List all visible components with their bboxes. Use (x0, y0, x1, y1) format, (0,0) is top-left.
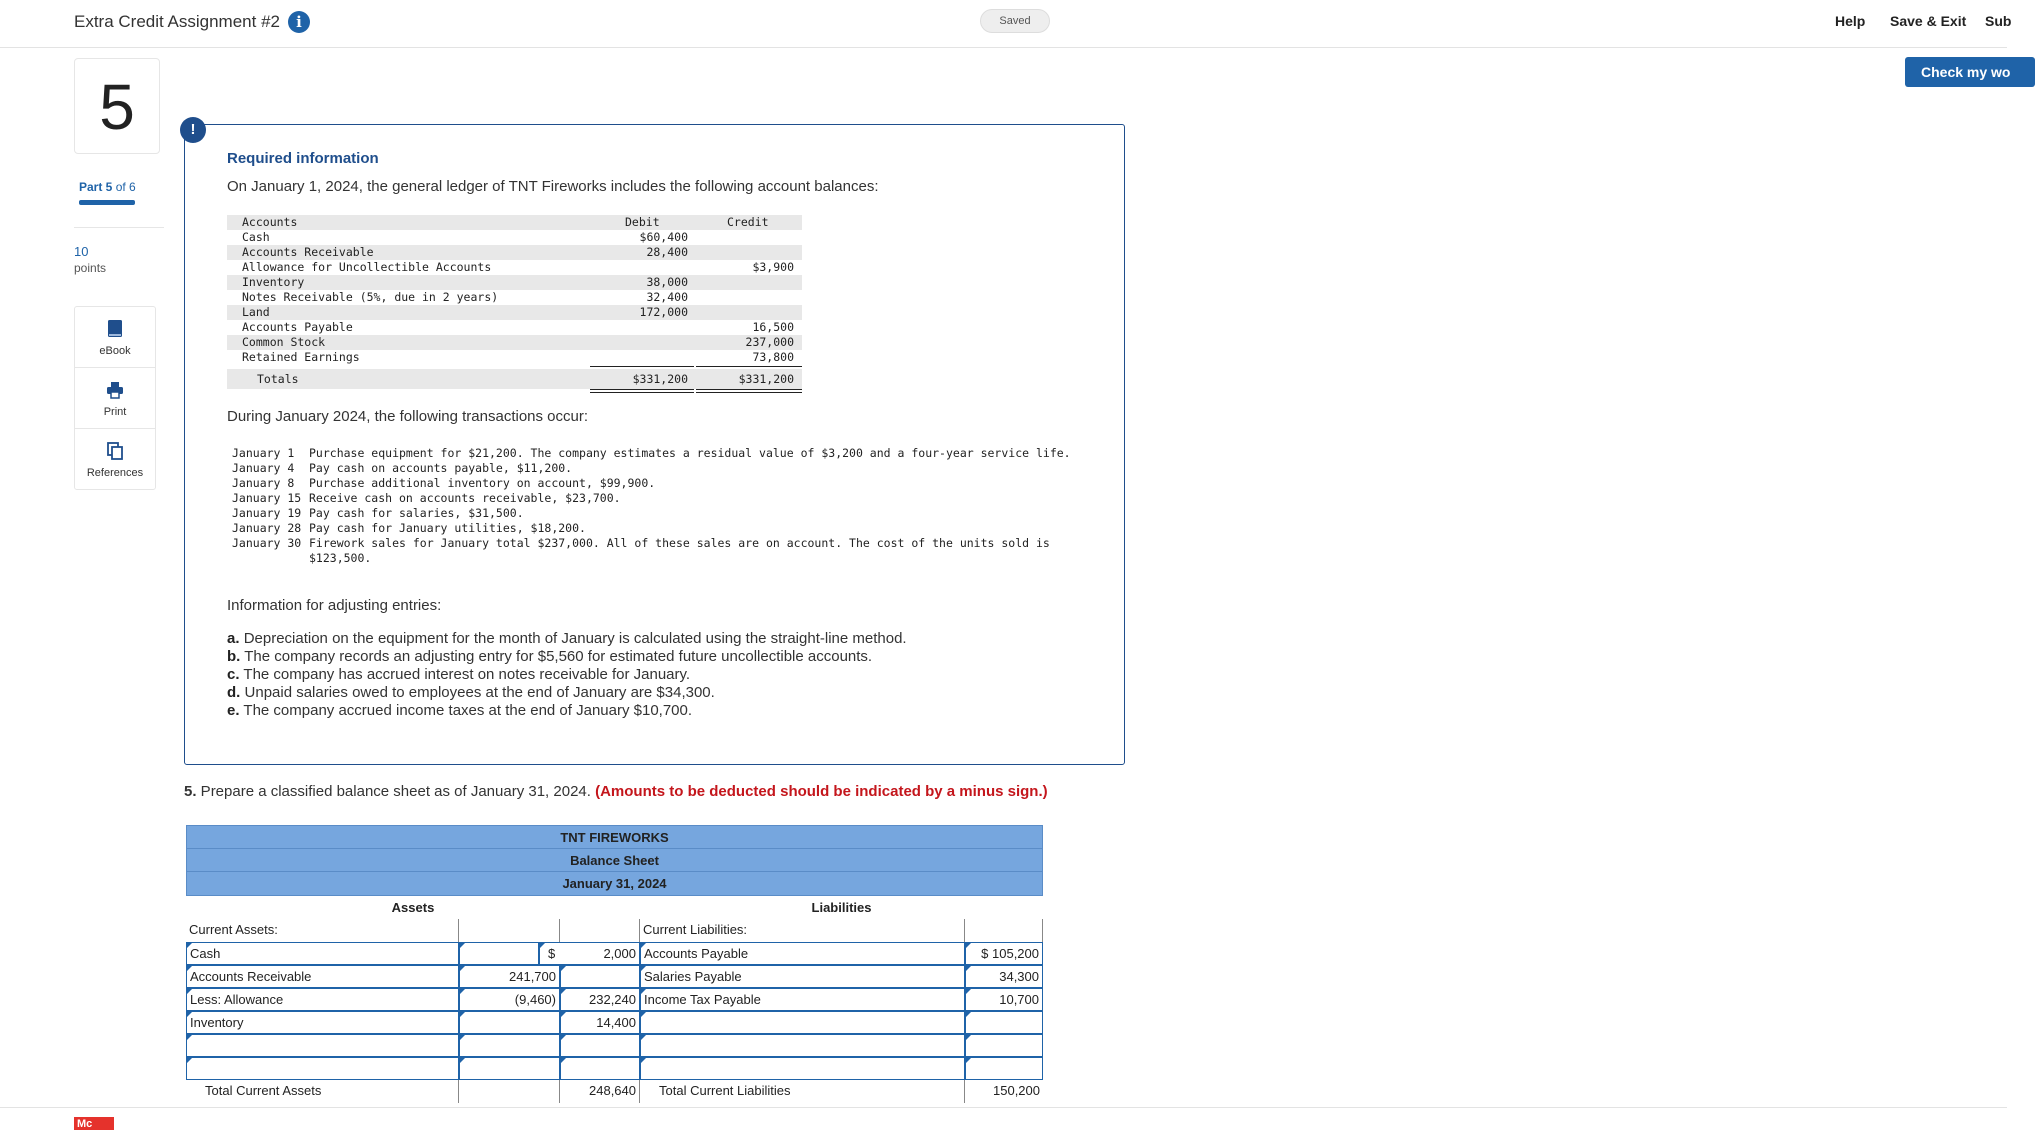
bs-liability-label-input[interactable] (640, 1034, 965, 1057)
part-of: of 6 (112, 180, 136, 194)
transaction-row (232, 536, 1092, 566)
bs-asset-label-input[interactable] (186, 1057, 459, 1080)
saved-status-badge: Saved (980, 9, 1050, 33)
bs-liability-value-input[interactable] (965, 1057, 1043, 1080)
question-number: 5 (74, 58, 160, 154)
bs-row (186, 965, 1043, 988)
part-label: Part 5 (79, 180, 113, 194)
publisher-logo: Mc (74, 1117, 114, 1130)
ledger-account: Retained Earnings (242, 350, 360, 364)
bs-asset-subvalue-input[interactable] (459, 1034, 560, 1057)
ledger-row (227, 335, 802, 350)
tools-panel (74, 306, 156, 490)
bs-asset-subvalue-input[interactable] (459, 1011, 560, 1034)
adjusting-heading: Information for adjusting entries: (227, 597, 442, 614)
ledger-totals-credit: $331,200 (738, 372, 794, 386)
references-icon (106, 441, 124, 461)
part-indicator[interactable] (79, 180, 136, 194)
ledger-account: Allowance for Uncollectible Accounts (242, 260, 492, 274)
ledger-credit: $3,900 (752, 260, 794, 274)
ledger-row (227, 350, 802, 365)
bs-asset-value-input[interactable] (560, 965, 640, 988)
alert-icon: ! (180, 117, 206, 143)
bs-asset-subvalue-input[interactable]: 241,700 (459, 965, 560, 988)
question-text: Prepare a classified balance sheet as of January 31, 2024. (196, 783, 596, 800)
ledger-debit: 32,400 (646, 290, 688, 304)
transaction-text: Purchase equipment for $21,200. The company estimates a residual value of $3,200 and a four-year service life. (309, 446, 1071, 460)
ledger-account: Accounts Payable (242, 320, 353, 334)
adjusting-letter: d. (227, 684, 241, 701)
adjusting-text: The company accrued income taxes at the end of January $10,700. (243, 702, 693, 719)
balance-sheet (186, 825, 1043, 1103)
bs-liability-value-input[interactable] (965, 1011, 1043, 1034)
save-exit-link[interactable]: Save & Exit (1890, 13, 1967, 29)
transaction-row (232, 491, 1092, 506)
bs-asset-label-input[interactable]: Cash (186, 942, 459, 965)
bs-liability-value-input[interactable]: 10,700 (965, 988, 1043, 1011)
bs-liability-value-input[interactable] (965, 1034, 1043, 1057)
adjusting-text: The company records an adjusting entry for $5,560 for estimated future uncollectible accounts. (244, 648, 873, 665)
transaction-text: Purchase additional inventory on account, $99,900. (309, 476, 656, 490)
adjusting-list (227, 630, 907, 720)
question-prompt (184, 783, 1048, 800)
ledger-table (227, 215, 802, 389)
bs-total-liabilities-label: Total Current Liabilities (640, 1080, 965, 1103)
ledger-row (227, 230, 802, 245)
ledger-header-debit: Debit (625, 215, 660, 229)
bs-date: January 31, 2024 (562, 876, 667, 891)
transaction-date: January 4 (232, 461, 302, 475)
ledger-header-credit: Credit (727, 215, 769, 229)
book-icon (106, 319, 124, 339)
adjusting-letter: a. (227, 630, 240, 647)
bs-asset-value-input[interactable] (539, 942, 640, 965)
ledger-account: Common Stock (242, 335, 326, 349)
bs-company: TNT FIREWORKS (187, 826, 1042, 849)
top-bar (0, 0, 2012, 48)
bs-total-mid (459, 1080, 560, 1103)
references-label: References (86, 467, 144, 479)
print-label: Print (103, 406, 127, 418)
assignment-title (74, 11, 310, 33)
ledger-credit: 237,000 (745, 335, 794, 349)
printer-icon (106, 380, 124, 400)
adjusting-item (227, 684, 907, 702)
required-intro: On January 1, 2024, the general ledger of TNT Fireworks includes the following account balances: (227, 178, 879, 195)
bs-total-assets-value: 248,640 (560, 1080, 640, 1103)
ledger-credit: 73,800 (752, 350, 794, 364)
question-note: (Amounts to be deducted should be indicated by a minus sign.) (595, 783, 1048, 800)
totals-double-rule (696, 389, 802, 393)
bs-asset-subvalue-input[interactable] (459, 1057, 560, 1080)
bs-asset-label-input[interactable]: Accounts Receivable (186, 965, 459, 988)
bs-liability-label-input[interactable]: Income Tax Payable (640, 988, 965, 1011)
transaction-row (232, 446, 1092, 461)
transaction-text: Pay cash for January utilities, $18,200. (309, 521, 586, 535)
ledger-totals-label: Totals (257, 372, 299, 386)
bs-liability-value-input[interactable]: 34,300 (965, 965, 1043, 988)
bs-liabilities-head: Liabilities (811, 900, 872, 915)
info-icon[interactable]: i (288, 11, 310, 33)
totals-double-rule (590, 389, 694, 393)
bs-asset-label-input[interactable] (186, 1034, 459, 1057)
ledger-row (227, 260, 802, 275)
transaction-date: January 30 (232, 536, 302, 550)
ledger-credit: 16,500 (752, 320, 794, 334)
transaction-text: Firework sales for January total $237,000. All of these sales are on account. The cost of the units sold is $123,500. (309, 536, 1050, 565)
ledger-debit: $60,400 (639, 230, 688, 244)
references-button[interactable] (75, 429, 155, 490)
bs-asset-subvalue-input[interactable]: (9,460) (459, 988, 560, 1011)
adjusting-item (227, 630, 907, 648)
transaction-date: January 8 (232, 476, 302, 490)
ledger-row (227, 290, 802, 305)
ledger-row (227, 320, 802, 335)
during-text: During January 2024, the following transactions occur: (227, 408, 589, 425)
ledger-account: Inventory (242, 275, 305, 289)
ledger-row (227, 305, 802, 320)
totals-rule (590, 366, 694, 367)
footer-divider (0, 1107, 2007, 1108)
bs-asset-subvalue (459, 919, 560, 942)
bs-row (186, 1034, 1043, 1057)
bs-asset-value-input[interactable] (560, 1057, 640, 1080)
bs-asset-label-input[interactable]: Less: Allowance (186, 988, 459, 1011)
ledger-row (227, 245, 802, 260)
bs-liability-label: Current Liabilities: (640, 919, 965, 942)
transaction-row (232, 521, 1092, 536)
bs-asset-label: Current Assets: (186, 919, 459, 942)
assignment-title-text: Extra Credit Assignment #2 (74, 12, 280, 31)
transaction-row (232, 506, 1092, 521)
points-label: points (74, 261, 107, 275)
bs-total-row (186, 1080, 1043, 1103)
adjusting-item (227, 648, 907, 666)
bs-row (186, 942, 1043, 965)
transactions-list (232, 446, 1092, 566)
bs-asset-value-input[interactable]: 232,240 (560, 988, 640, 1011)
bs-total-assets-label: Total Current Assets (186, 1080, 459, 1103)
ledger-debit: 38,000 (646, 275, 688, 289)
bs-assets-head: Assets (391, 900, 435, 915)
bs-liability-value-input[interactable]: $ 105,200 (965, 942, 1043, 965)
bs-asset-subvalue-input[interactable] (459, 942, 539, 965)
adjusting-text: Depreciation on the equipment for the month of January is calculated using the straight-line method. (243, 630, 907, 647)
transaction-date: January 15 (232, 491, 302, 505)
bs-liability-label-input[interactable] (640, 1011, 965, 1034)
transaction-date: January 1 (232, 446, 302, 460)
transaction-date: January 28 (232, 521, 302, 535)
ledger-totals-debit: $331,200 (632, 372, 688, 386)
print-button[interactable] (75, 368, 155, 429)
bs-liability-value (965, 919, 1043, 942)
bs-asset-label-input[interactable]: Inventory (186, 1011, 459, 1034)
ledger-header-accounts: Accounts (242, 215, 298, 229)
bs-liability-label-input[interactable]: Accounts Payable (640, 942, 965, 965)
submit-link[interactable]: Sub (1985, 13, 2012, 29)
totals-rule (696, 366, 802, 367)
adjusting-letter: c. (227, 666, 240, 683)
transaction-text: Pay cash for salaries, $31,500. (309, 506, 524, 520)
adjusting-item (227, 702, 907, 720)
bs-row (186, 1011, 1043, 1034)
ledger-totals-row (227, 369, 802, 389)
transaction-row (232, 461, 1092, 476)
balance-sheet-header (186, 825, 1043, 896)
required-title: Required information (227, 150, 379, 167)
ledger-account: Accounts Receivable (242, 245, 374, 259)
bs-liability-label-input[interactable] (640, 1057, 965, 1080)
check-my-work-button[interactable]: Check my wo (1905, 57, 2035, 87)
ledger-account: Notes Receivable (5%, due in 2 years) (242, 290, 499, 304)
bs-liability-label-input[interactable]: Salaries Payable (640, 965, 965, 988)
ledger-debit: 28,400 (646, 245, 688, 259)
transaction-date: January 19 (232, 506, 302, 520)
part-progress-bar (79, 200, 135, 205)
bs-total-liabilities-value: 150,200 (993, 1083, 1040, 1098)
ledger-header (227, 215, 802, 230)
points-value: 10 (74, 244, 89, 259)
adjusting-text: The company has accrued interest on notes receivable for January. (243, 666, 691, 683)
adjusting-letter: e. (227, 702, 240, 719)
help-link[interactable]: Help (1835, 13, 1866, 29)
adjusting-item (227, 666, 907, 684)
bs-asset-value (560, 919, 640, 942)
transaction-text: Pay cash on accounts payable, $11,200. (309, 461, 573, 475)
ebook-label: eBook (99, 345, 131, 357)
bs-section-heads (186, 896, 1043, 919)
sidebar-divider (74, 227, 164, 228)
adjusting-text: Unpaid salaries owed to employees at the end of January are $34,300. (244, 684, 715, 701)
bs-asset-value-input[interactable]: 14,400 (560, 1011, 640, 1034)
ledger-row (227, 275, 802, 290)
question-number-label: 5. (184, 783, 197, 800)
bs-row (186, 1057, 1043, 1080)
bs-row (186, 988, 1043, 1011)
ledger-account: Land (242, 305, 270, 319)
ledger-debit: 172,000 (639, 305, 688, 319)
transaction-text: Receive cash on accounts receivable, $23,700. (309, 491, 621, 505)
adjusting-letter: b. (227, 648, 241, 665)
ledger-account: Cash (242, 230, 270, 244)
bs-asset-dollar: $ (548, 946, 556, 961)
bs-asset-value-text: 2,000 (603, 946, 636, 961)
bs-title: Balance Sheet (187, 849, 1042, 872)
bs-row (186, 919, 1043, 942)
transaction-row (232, 476, 1092, 491)
ebook-button[interactable] (75, 307, 155, 368)
bs-asset-value-input[interactable] (560, 1034, 640, 1057)
